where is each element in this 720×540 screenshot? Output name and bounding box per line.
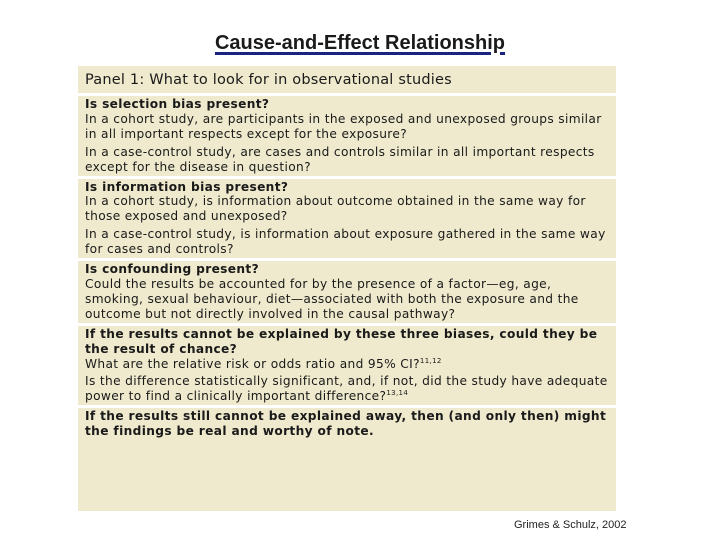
panel-title: Panel 1: What to look for in observational studies (78, 72, 616, 96)
selection-bias-heading: Is selection bias present? (85, 97, 270, 111)
information-bias-section (78, 179, 616, 262)
statistical-power-refs: 13,14 (386, 389, 409, 398)
confounding-heading: Is confounding present? (85, 262, 260, 277)
chance-heading: If the results cannot be explained by these three biases, could they be the result of chance? (85, 326, 598, 356)
relative-risk-question (85, 357, 610, 372)
selection-bias-section (78, 96, 616, 179)
conclusion-section (78, 408, 616, 440)
confounding-text: Could the results be accounted for by the presence of a factor—eg, age, smoking, sexual behaviour, diet—associated with both the exposure and the outcome but not directly involved in the causal pathway? (85, 276, 579, 321)
chance-section (78, 326, 616, 409)
citation-credit: Grimes & Schulz, 2002 (514, 519, 627, 531)
relative-risk-text: What are the relative risk or odds ratio and 95% CI? (85, 356, 420, 371)
information-bias-cohort-text: In a cohort study, is information about outcome obtained in the same way for those exposed and unexposed? (85, 194, 586, 224)
slide-title: Cause-and-Effect Relationship (214, 32, 506, 54)
selection-bias-cohort-text: In a cohort study, are participants in the exposed and unexposed groups similar in all important respects except for the exposure? (85, 111, 602, 141)
information-bias-heading: Is information bias present? (85, 179, 289, 194)
relative-risk-refs: 11,12 (419, 356, 442, 365)
statistical-power-text: Is the difference statistically significant, and, if not, did the study have adequate power to find a clinically important difference? (85, 374, 608, 404)
information-bias-case-control-text: In a case-control study, is information about exposure gathered in the same way for cases and controls? (85, 227, 606, 257)
statistical-power-question (85, 374, 610, 404)
conclusion-text: If the results still cannot be explained away, then (and only then) might the findings be real and worthy of note. (85, 409, 607, 439)
confounding-section (78, 261, 616, 326)
selection-bias-case-control-text: In a case-control study, are cases and controls similar in all important respects except for the disease in question? (85, 144, 595, 174)
observational-studies-panel (78, 66, 616, 511)
